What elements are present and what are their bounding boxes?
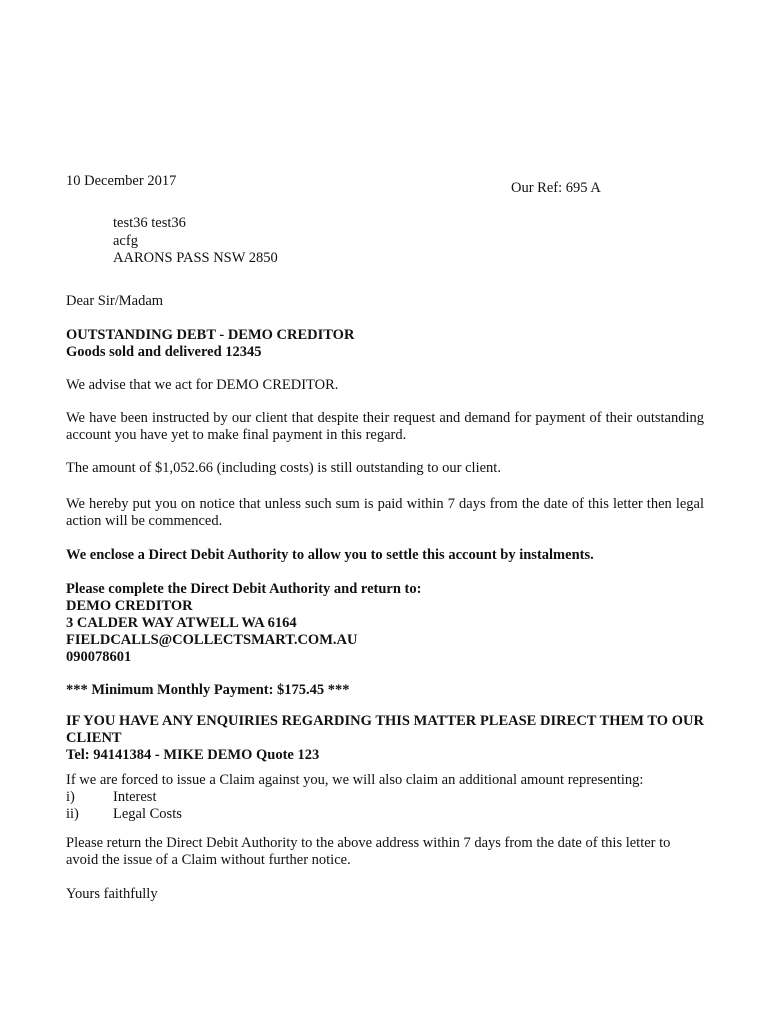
claim-item-text: Legal Costs [113, 806, 182, 822]
enquiries-block [66, 713, 704, 764]
subject-heading [66, 327, 354, 361]
return-to-block [66, 581, 704, 666]
enquiries-tel: Tel: 94141384 - MIKE DEMO Quote 123 [66, 747, 320, 763]
recipient-address [113, 215, 278, 268]
our-reference: Our Ref: 695 A [511, 180, 601, 196]
claim-intro: If we are forced to issue a Claim against you, we will also claim an additional amount representing: [66, 772, 644, 788]
recipient-locality: AARONS PASS NSW 2850 [113, 250, 278, 266]
closing: Yours faithfully [66, 886, 158, 902]
paragraph-enclose: We enclose a Direct Debit Authority to allow you to settle this account by instalments. [66, 547, 594, 563]
minimum-payment: *** Minimum Monthly Payment: $175.45 *** [66, 682, 350, 698]
letter-date: 10 December 2017 [66, 173, 177, 189]
claim-item-number: ii) [66, 806, 79, 822]
paragraph-amount: The amount of $1,052.66 (including costs) is still outstanding to our client. [66, 460, 501, 476]
subject-line-1: OUTSTANDING DEBT - DEMO CREDITOR [66, 327, 355, 343]
enquiries-line: IF YOU HAVE ANY ENQUIRIES REGARDING THIS MATTER PLEASE DIRECT THEM TO OUR CLIENT [66, 713, 704, 746]
subject-line-2: Goods sold and delivered 12345 [66, 344, 262, 360]
creditor-phone: 090078601 [66, 649, 132, 665]
claim-item-text: Interest [113, 789, 157, 805]
paragraph-return-notice: Please return the Direct Debit Authority to the above address within 7 days from the date of this letter to avoid the issue of a Claim without further notice. [66, 835, 671, 868]
creditor-name: DEMO CREDITOR [66, 598, 193, 614]
recipient-street: acfg [113, 232, 138, 249]
return-to-intro: Please complete the Direct Debit Authority and return to: [66, 581, 422, 597]
creditor-address: 3 CALDER WAY ATWELL WA 6164 [66, 615, 297, 631]
claim-item-number: i) [66, 789, 75, 805]
claim-item [66, 806, 704, 823]
claim-block [66, 772, 704, 823]
paragraph-act-for: We advise that we act for DEMO CREDITOR. [66, 377, 339, 393]
recipient-name: test36 test36 [113, 215, 186, 231]
claim-item [66, 789, 704, 806]
paragraph-notice: We hereby put you on notice that unless such sum is paid within 7 days from the date of this letter then legal action will be commenced. [66, 496, 704, 529]
paragraph-instructed: We have been instructed by our client that despite their request and demand for payment of their outstanding account you have yet to make final payment in this regard. [66, 410, 704, 443]
creditor-email: FIELDCALLS@COLLECTSMART.COM.AU [66, 632, 358, 648]
salutation: Dear Sir/Madam [66, 293, 164, 309]
